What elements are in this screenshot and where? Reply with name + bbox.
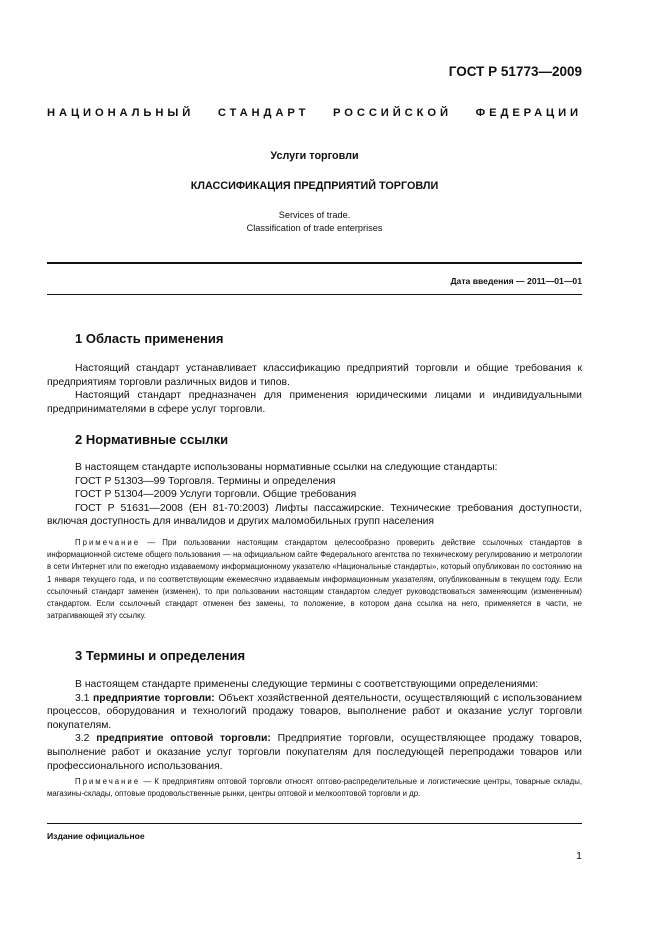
- section2-heading: 2 Нормативные ссылки: [75, 432, 229, 447]
- term-name: предприятие торговли:: [93, 692, 215, 704]
- section2-note: [47, 537, 582, 622]
- section3-heading: 3 Термины и определения: [75, 648, 246, 663]
- section1-paragraph: Настоящий стандарт устанавливает классификацию предприятий торговли и общие требования к предприятиям торговли различных видов и типов.: [47, 363, 582, 388]
- date-divider: [47, 294, 582, 295]
- section2-body: [47, 461, 582, 529]
- term-number: 3.1: [75, 692, 93, 704]
- term-text: Предприятие торговли, осуществляющее продажу товаров, выполнение работ и оказание услуг торговли покупателям для последующей перепродажи товаров или профессионального использования.: [47, 733, 582, 772]
- normative-reference: ГОСТ Р 51304—2009 Услуги торговли. Общие требования: [75, 489, 357, 501]
- section1-heading: 1 Область применения: [75, 331, 224, 346]
- normative-reference: ГОСТ Р 51303—99 Торговля. Термины и определения: [75, 475, 336, 487]
- section3-body: [47, 678, 582, 773]
- section2-intro: В настоящем стандарте использованы нормативные ссылки на следующие стандарты:: [75, 462, 498, 473]
- term-definition: [47, 692, 582, 733]
- section1-body: [47, 362, 582, 416]
- section3-intro: В настоящем стандарте применены следующие термины с соответствующими определениями:: [75, 679, 539, 690]
- doc-title-line1: Услуги торговли: [270, 150, 359, 162]
- note-label: Примечание: [75, 538, 141, 547]
- doc-title-en-line1: Services of trade.: [278, 210, 351, 220]
- section1-paragraph: Настоящий стандарт предназначен для применения юридическими лицами и индивидуальными предпринимателями в сфере услуг торговли.: [47, 390, 582, 415]
- title-divider: [47, 262, 582, 264]
- term-number: 3.2: [75, 733, 97, 745]
- note-text: — К предприятиям оптовой торговли относят оптово-распределительные и логистические центры, товарные склады, магазины-склады, оптовые продовольственные рынки, центры оптовой и мелкооптовой торговли и др.: [47, 777, 582, 799]
- note-text: — При пользовании настоящим стандартом целесообразно проверить действие ссылочных стандартов в информационной системе общего пользования — на официальном сайте Федерального агентства по техническому регулированию и метрологии в сети Интернет или по ежегодно издаваемому информационному указателю «Национальные стандарты», который опубликован по состоянию на 1 января текущего года, и по соответствующим ежемесячно издаваемым информационным указателям, опубликованным в текущем году. Если ссылочный стандарт заменен (изменен), то при пользовании настоящим стандартом следует руководствоваться заменяющим (измененным) стандартом. Если ссылочный стандарт отменен без замены, то положение, в котором дана ссылка на него, применяется в части, не затрагивающей эту ссылку.: [47, 538, 582, 621]
- standard-number: ГОСТ Р 51773—2009: [448, 64, 582, 79]
- section3-note: [47, 776, 582, 800]
- term-definition: [47, 732, 582, 773]
- doc-title-line2: КЛАССИФИКАЦИЯ ПРЕДПРИЯТИЙ ТОРГОВЛИ: [190, 180, 439, 192]
- page-number: 1: [576, 850, 582, 862]
- term-text: Объект хозяйственной деятельности, осуществляющий с использованием процессов, оборудования и технологий продажу товаров, выполнение работ и оказание услуг торговли покупателям.: [47, 692, 582, 731]
- doc-title-en-line2: Classification of trade enterprises: [246, 223, 383, 233]
- note-label: Примечание: [75, 777, 141, 786]
- normative-reference: ГОСТ Р 51631—2008 (ЕН 81-70:2003) Лифты пассажирские. Технические требования доступности, включая доступность для инвалидов и других маломобильных групп населения: [47, 502, 582, 528]
- official-edition-label: Издание официальное: [47, 831, 145, 841]
- national-standard-banner: НАЦИОНАЛЬНЫЙ СТАНДАРТ РОССИЙСКОЙ ФЕДЕРАЦИИ: [47, 107, 582, 119]
- introduction-date: Дата введения — 2011—01—01: [450, 276, 582, 286]
- footer-divider: [47, 823, 582, 824]
- term-name: предприятие оптовой торговли:: [96, 733, 271, 745]
